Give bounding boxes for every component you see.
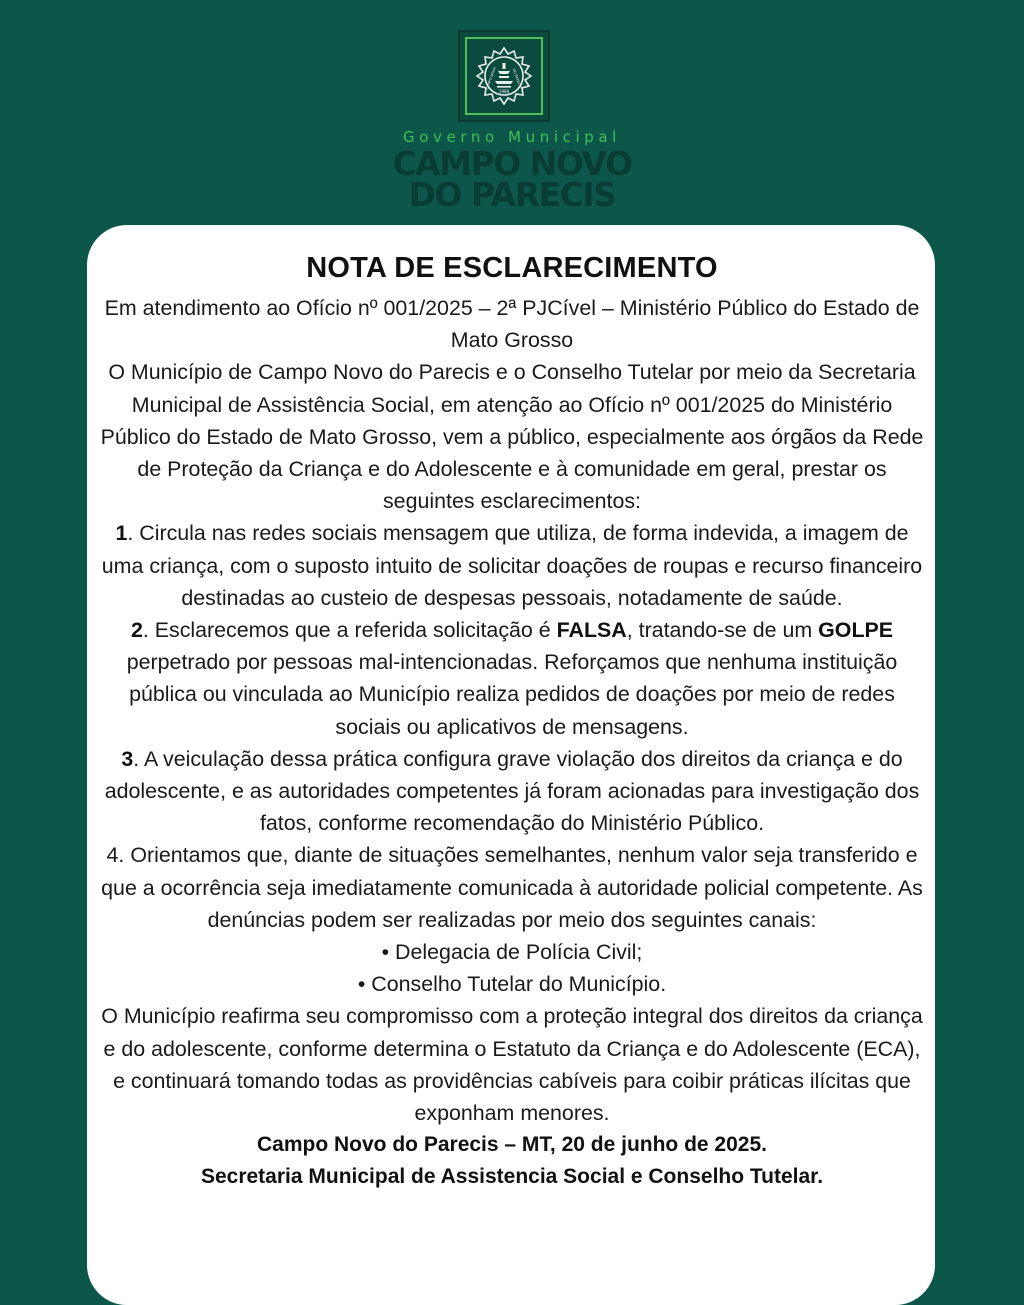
closing-paragraph: O Município reafirma seu compromisso com a proteção integral dos direitos da criança e do adolescente, conforme determina o Estatuto da Criança e do Adolescente (ECA), e continuará tomando todas as providências cabíveis para coibir práticas ilícitas que exponham menores. <box>101 1004 923 1126</box>
municipal-seal-icon <box>473 45 535 107</box>
city-name-line2: DO PARECIS <box>408 175 616 214</box>
falsa-keyword: FALSA <box>556 618 627 643</box>
city-name-line1: CAMPO NOVO <box>392 144 632 183</box>
item-2-text-c: perpetrado por pessoas mal-intencionadas. Reforçamos que nenhuma instituição pública ou vinculada ao Município realiza pedidos de doações por meio de redes sociais ou aplicativos de mensagens. <box>126 650 898 739</box>
golpe-keyword: GOLPE <box>818 618 894 643</box>
item-3-text: . A veiculação dessa prática configura grave violação dos direitos da criança e do adolescente, e as autoridades competentes já foram acionadas para investigação dos fatos, conforme recomendação do Ministério Público. <box>104 746 920 836</box>
note-body <box>100 292 924 1194</box>
intro-paragraph: O Município de Campo Novo do Parecis e o Conselho Tutelar por meio da Secretaria Municipal de Assistência Social, em atenção ao Ofício nº 001/2025 do Ministério Público do Estado de Mato Grosso, vem a público, especialmente aos órgãos da Rede de Proteção da Criança e do Adolescente e à comunidade em geral, prestar os seguintes esclarecimentos: <box>100 360 924 514</box>
logo-frame <box>465 37 543 115</box>
channel-delegacia: • Delegacia de Polícia Civil; <box>381 940 643 965</box>
logo <box>458 30 550 122</box>
channel-conselho: • Conselho Tutelar do Município. <box>357 972 667 997</box>
item-1-text: . Circula nas redes sociais mensagem que utiliza, de forma indevida, a imagem de uma criança, com o suposto intuito de solicitar doações de roupas e recurso financeiro destinadas ao custeio de despesas pessoais, notadamente de saúde. <box>101 521 923 610</box>
place-date: Campo Novo do Parecis – MT, 20 de junho de 2025. <box>257 1133 767 1157</box>
item-4: 4. Orientamos que, diante de situações semelhantes, nenhum valor seja transferido e que a ocorrência seja imediatamente comunicada à autoridade policial competente. As denúncias podem ser realizadas por meio dos seguintes canais: <box>101 843 923 932</box>
seal-year: 1988 <box>498 89 510 94</box>
seal-text-left: CAMPO NOVO <box>485 66 497 91</box>
government-label: Governo Municipal <box>403 128 621 146</box>
note-title: NOTA DE ESCLARECIMENTO <box>306 252 718 284</box>
signature: Secretaria Municipal de Assistencia Social e Conselho Tutelar. <box>200 1165 824 1189</box>
reference-line: Em atendimento ao Ofício nº 001/2025 – 2ª PJCível – Ministério Público do Estado de Mato Grosso <box>104 296 920 353</box>
seal-text-right: DO PARECIS <box>511 68 523 89</box>
item-2-number: 2 <box>130 618 143 643</box>
item-2-text-a: . Esclarecemos que a referida solicitação é <box>142 618 557 643</box>
item-3 <box>100 743 924 840</box>
city-name <box>362 144 662 214</box>
item-1-number: 1 <box>115 521 128 546</box>
item-1 <box>100 517 924 614</box>
item-2 <box>100 614 924 743</box>
item-3-number: 3 <box>121 746 134 771</box>
item-2-text-b: , tratando-se de um <box>626 618 819 643</box>
header <box>0 0 1024 225</box>
